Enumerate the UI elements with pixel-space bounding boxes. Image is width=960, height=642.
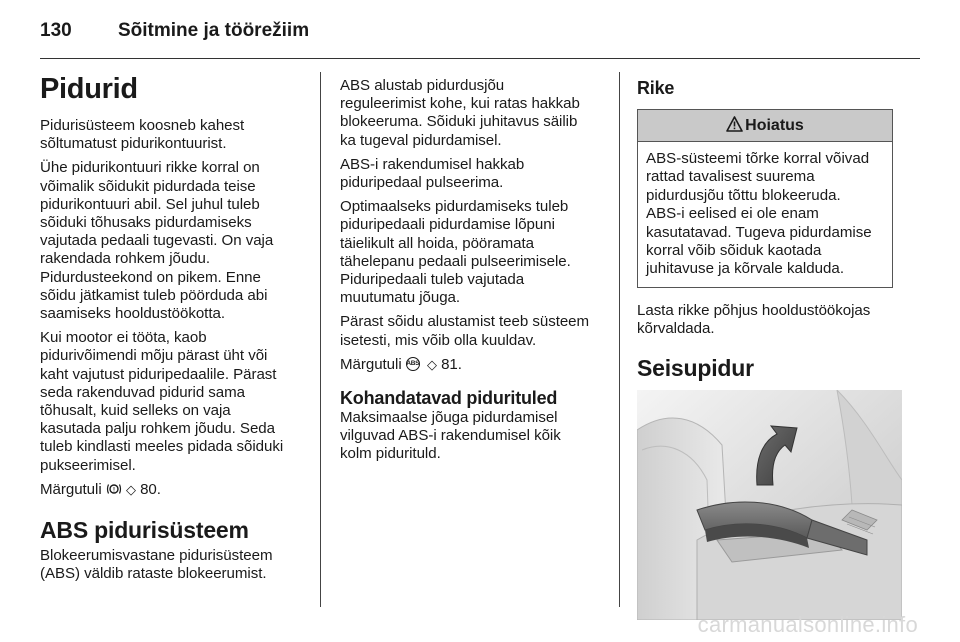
ref-label: Märgutuli	[340, 355, 402, 373]
text-line: muutumatu jõuga.	[340, 289, 461, 307]
warning-label: Hoiatus	[745, 116, 804, 134]
text-line: Piduripedaali tuleb vajutada	[340, 271, 525, 289]
parking-brake-illustration	[637, 390, 902, 620]
text-line: kasutatavad. Tugeva pidurdamise	[646, 223, 872, 241]
ref-page[interactable]: 80.	[140, 480, 161, 498]
warning-body	[638, 142, 892, 287]
warning-triangle-icon	[726, 116, 745, 135]
heading-parking-brake: Seisupidur	[637, 355, 754, 382]
text-line: kolm pidurituld.	[340, 445, 441, 463]
text-line: kõrvaldada.	[637, 320, 715, 338]
page-ref-icon: ◇	[426, 357, 437, 373]
page-header	[40, 20, 920, 60]
paragraph	[340, 198, 608, 307]
brake-warning-icon	[106, 481, 126, 498]
text-line: tõhusalt, kuid selleks on vaja	[40, 402, 231, 420]
paragraph	[40, 547, 308, 583]
text-line: Pärast sõidu alustamist teeb süsteem	[340, 313, 590, 331]
paragraph	[340, 156, 608, 192]
abs-warning-icon	[406, 357, 420, 371]
text-line: (ABS) väldib rataste blokeerumist.	[40, 565, 267, 583]
text-line: Pidurisüsteem koosneb kahest	[40, 117, 245, 134]
text-line: saamiseks hooldustöökotta.	[40, 305, 225, 323]
warning-header	[638, 110, 892, 142]
text-line: tähelepanu pedaali pulseerimisele.	[340, 252, 571, 270]
text-line: Blokeerumisvastane pidurisüsteem	[40, 547, 273, 565]
text-line: täielikult all hoida, pööramata	[340, 234, 534, 252]
text-line: Lasta rikke põhjus hooldustöökojas	[637, 301, 871, 319]
heading-pidurid: Pidurid	[40, 73, 138, 105]
text-line: reguleerimist kohe, kui ratas hakkab	[340, 95, 580, 113]
text-line: ABS-i eelised ei ole enam	[646, 205, 819, 223]
text-line: Ühe pidurikontuuri rikke korral on	[40, 159, 260, 177]
heading-rike: Rike	[637, 78, 675, 98]
text-line: vajutada pedaali tugevasti. On vaja	[40, 232, 274, 250]
paragraph	[40, 117, 308, 153]
text-line: piduripedaal pulseerima.	[340, 174, 504, 192]
abs-icon-text: ABS	[406, 359, 420, 367]
text-line: Kui mootor ei tööta, kaob	[40, 329, 207, 347]
text-line: pidurikontuuri abil. Sel juhul tuleb	[40, 195, 260, 213]
column-divider	[619, 72, 620, 607]
text-line: kaht vajutust piduripedaalile. Pärast	[40, 365, 277, 383]
text-line: vilguvad ABS-i rakendumisel kõik	[340, 427, 561, 445]
text-line: ABS alustab pidurdusjõu	[340, 77, 505, 94]
text-line: pidurdusjõu tõttu blokeeruda.	[646, 186, 841, 204]
ref-label: Märgutuli	[40, 480, 102, 498]
column-2	[340, 77, 608, 464]
text-line: ka tugeval pidurdamisel.	[340, 131, 502, 149]
text-line: pidurivõimendi mõju pärast üht või	[40, 347, 268, 365]
header-rule	[40, 58, 920, 59]
text-line: isetesti, mis võib olla kuuldav.	[340, 331, 537, 349]
indicator-reference	[40, 481, 308, 500]
text-line: ABS-süsteemi tõrke korral võivad	[646, 150, 870, 167]
text-line: sõidu jätkamist tuleb pöörduda abi	[40, 286, 268, 304]
paragraph	[40, 159, 308, 323]
text-line: rattad tavalisest suurema	[646, 168, 815, 186]
text-line: rakendada rohkem jõudu.	[40, 250, 211, 268]
paragraph	[40, 329, 308, 475]
ref-page[interactable]: 81.	[441, 355, 462, 373]
text-line: pukseerimisel.	[40, 456, 136, 474]
paragraph	[637, 302, 920, 338]
text-line: tuleb kindlasti meeles pidada sõiduki	[40, 438, 284, 456]
text-line: Pidurdusteekond on pikem. Enne	[40, 268, 261, 286]
text-line: ABS-i rakendumisel hakkab	[340, 155, 525, 173]
text-line: võimalik sõidukit pidurdada teise	[40, 177, 256, 195]
paragraph	[340, 409, 608, 464]
text-line: seda rakenduvad pidurid sama	[40, 383, 246, 401]
section-title: Sõitmine ja töörežiim	[118, 20, 310, 41]
page-number: 130	[40, 20, 72, 41]
paragraph	[340, 313, 608, 349]
watermark: carmanualsonline.info	[697, 612, 918, 637]
text-line: kasutada palju rohkem jõudu. Seda	[40, 420, 275, 438]
heading-abs: ABS pidurisüsteem	[40, 517, 249, 544]
heading-adaptive-brake-lights: Kohandatavad pidurituled	[340, 388, 558, 409]
text-line: korral võib sõiduk kaotada	[646, 242, 822, 260]
svg-text:!: !	[112, 487, 115, 494]
text-line: piduripedaali pidurdamise lõpuni	[340, 216, 555, 234]
paragraph	[340, 77, 608, 150]
text-line: sõiduki tõhusaks pidurdamiseks	[40, 214, 252, 232]
column-1	[40, 72, 308, 583]
warning-box	[637, 109, 893, 288]
indicator-reference	[340, 356, 608, 375]
text-line: sõltumatust pidurikontuurist.	[40, 135, 227, 153]
page-ref-icon: ◇	[125, 482, 136, 498]
column-divider	[320, 72, 321, 607]
text-line: Maksimaalse jõuga pidurdamisel	[340, 409, 558, 427]
text-line: Optimaalseks pidurdamiseks tuleb	[340, 198, 569, 216]
column-3	[637, 77, 920, 620]
text-line: blokeeruma. Sõiduki juhitavus säilib	[340, 113, 578, 131]
text-line: juhitavuse ja kõrvale kalduda.	[646, 260, 845, 278]
